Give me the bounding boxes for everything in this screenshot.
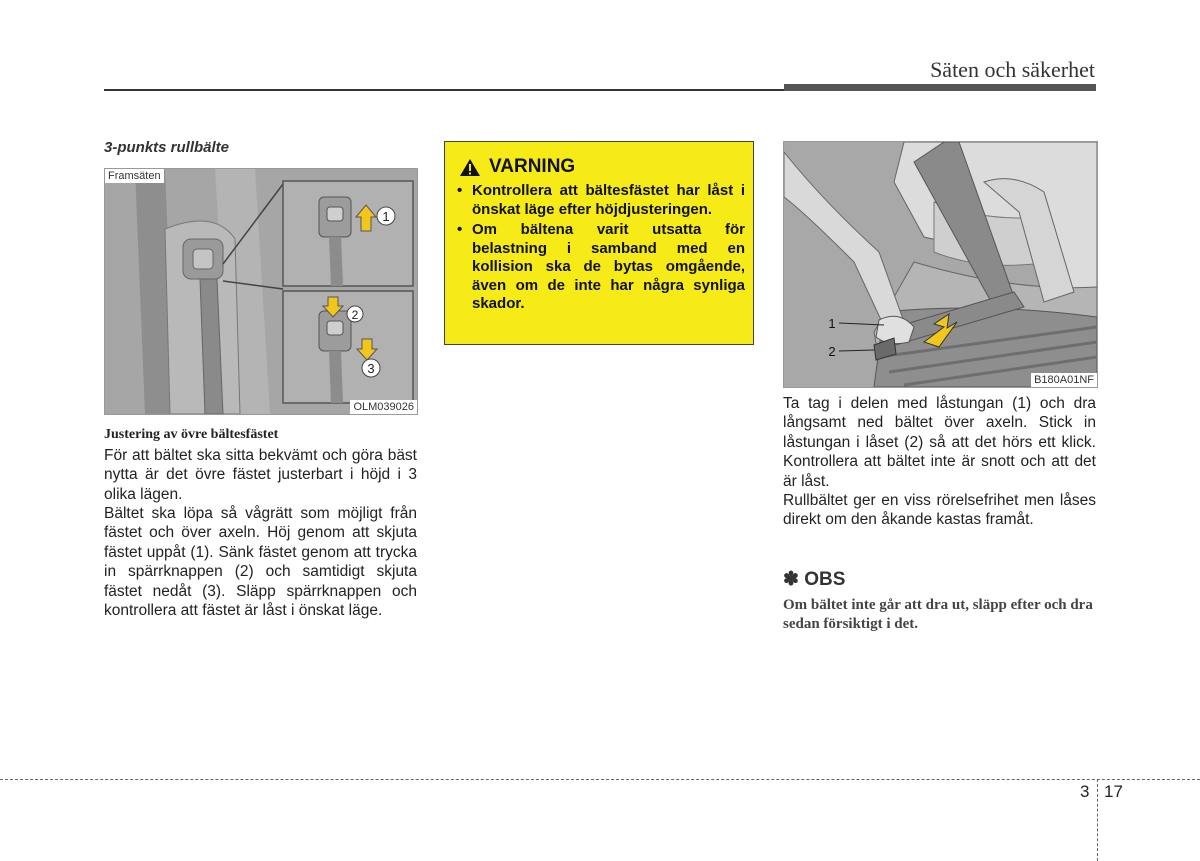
header-rule-thin (104, 89, 784, 91)
warning-list (457, 182, 745, 316)
buckle-callout-2: 2 (828, 344, 836, 359)
obs-title: ✽ OBS (783, 569, 846, 590)
obs-text: Om bältet inte går att dra ut, släpp efter och dra sedan försiktigt i det. (783, 597, 1093, 632)
left-paragraph-2: Bältet ska löpa så vågrätt som möjligt från fästet och över axeln. Höj genom att skjuta fästet uppåt (1). Sänk fästet genom att trycka in spärrknappen (2) och samtidigt skjuta fästet nedåt (3). Släpp spärrknappen och kontrollera att fästet är låst i önskat läge. (104, 505, 417, 620)
buckle-callout-1: 1 (828, 316, 836, 331)
warning-item: • Om bältena varit utsatta för belastning i samband med en kollision ska de bytas omgående, även om de inte har några synliga skador. (457, 221, 745, 312)
buckle-figure (783, 141, 1098, 388)
left-paragraph-1: För att bältet ska sitta bekvämt och göra bäst nytta är det övre fästet justerbart i höjd i 3 olika lägen. (104, 447, 417, 503)
callout-1: 1 (382, 209, 390, 224)
footer-vertical-divider (1097, 779, 1098, 861)
page-header-title: Säten och säkerhet (930, 57, 1095, 82)
buckle-illustration (784, 142, 1097, 387)
callout-3: 3 (367, 361, 375, 376)
figure-label: Framsäten (105, 169, 164, 183)
right-paragraph-2: Rullbältet ger en viss rörelsefrihet men låses direkt om den åkande kastas framåt. (783, 492, 1096, 529)
page-number: 17 (1104, 782, 1123, 801)
anchor-adjust-figure (104, 168, 418, 415)
right-paragraph-1: Ta tag i delen med låstungan (1) och dra långsamt ned bältet över axeln. Stick in låstungan i låset (2) så att det hörs ett klick. Kontrollera att bältet inte är snott och att det är låst. (783, 395, 1096, 490)
warning-triangle-icon (459, 158, 481, 177)
callout-2: 2 (351, 308, 359, 322)
section-title: 3-punkts rullbälte (104, 139, 230, 156)
figure-code: OLM039026 (350, 400, 417, 414)
header-rule-thick (784, 84, 1096, 91)
warning-title (459, 156, 575, 178)
warning-title-text: VARNING (489, 156, 576, 177)
footer-divider (0, 779, 1200, 780)
buckle-figure-code: B180A01NF (1031, 373, 1097, 387)
chapter-number: 3 (1080, 782, 1090, 801)
warning-item-text: Om bältena varit utsatta för belastning i samband med en kollision ska de bytas omgående, även om de inte har några synliga skador. (472, 221, 745, 312)
warning-item-text: Kontrollera att bältesfästet har låst i önskat läge efter höjdjusteringen. (472, 182, 745, 218)
warning-item: • Kontrollera att bältesfästet har låst i önskat läge efter höjdjusteringen. (457, 182, 745, 218)
anchor-illustration (105, 169, 417, 414)
warning-box (444, 141, 754, 345)
subheading: Justering av övre bältesfästet (104, 427, 279, 442)
